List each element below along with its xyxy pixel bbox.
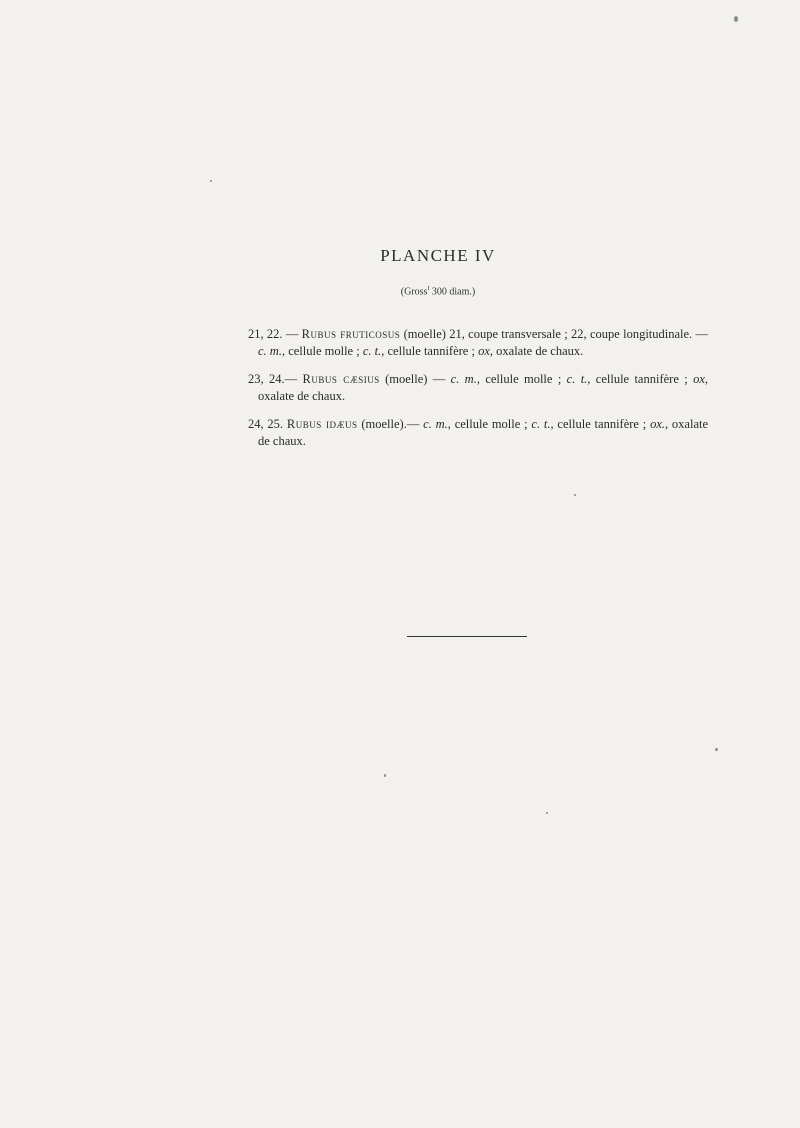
legend-entry [248, 326, 708, 359]
figure-numbers: 24, 25. [248, 417, 287, 431]
entry-text: , cellule molle ; [281, 343, 363, 358]
plate-magnification [0, 284, 800, 297]
magnification-suffix: 300 diam.) [429, 286, 476, 298]
entry-text: , oxalate de chaux. [489, 343, 584, 358]
abbreviation: ox. [650, 417, 665, 431]
abbreviation: c. m. [450, 372, 477, 386]
paper-speck [734, 16, 738, 22]
entry-text: , cellule molle ; [476, 372, 567, 386]
entry-text: (moelle) — [379, 372, 451, 386]
paper-speck [210, 180, 212, 182]
plate-title: PLANCHE IV [380, 246, 496, 265]
abbreviation: c. t. [531, 417, 551, 431]
abbreviation: ox [693, 372, 705, 386]
entry-text: , oxalate de chaux. [258, 372, 709, 403]
legend-entry [248, 416, 708, 449]
paper-speck [715, 748, 718, 751]
entry-text: (moelle).— [357, 417, 424, 431]
figure-numbers: 21, 22. — [248, 327, 302, 341]
section-divider [407, 636, 527, 637]
magnification-superscript: t [427, 284, 430, 292]
figure-numbers: 23, 24.— [248, 372, 303, 386]
abbreviation: ox [478, 343, 490, 358]
legend-entry [248, 371, 708, 404]
species-name: Rubus idæus [286, 417, 358, 431]
abbreviation: c. t. [362, 343, 382, 358]
entry-text: , cellule tannifère ; [381, 343, 479, 358]
entry-text: , oxalate de chaux. [258, 417, 709, 448]
abbreviation: c. m. [258, 343, 282, 358]
entry-text: (moelle) 21, coupe transversale ; 22, coupe longitudinale. — [400, 327, 708, 341]
entry-text: , cellule molle ; [447, 417, 532, 431]
species-name: Rubus cæsius [302, 372, 380, 386]
magnification-prefix: (Gross [400, 286, 428, 298]
entry-text: , cellule tannifère ; [550, 417, 651, 431]
paper-speck [546, 812, 548, 814]
figure-legend [248, 326, 708, 461]
paper-speck [574, 494, 576, 496]
abbreviation: c. m. [423, 417, 448, 431]
abbreviation: c. t. [566, 372, 588, 386]
entry-text: , cellule tannifère ; [587, 372, 694, 386]
species-name: Rubus fruticosus [301, 327, 401, 341]
paper-speck [384, 774, 386, 777]
